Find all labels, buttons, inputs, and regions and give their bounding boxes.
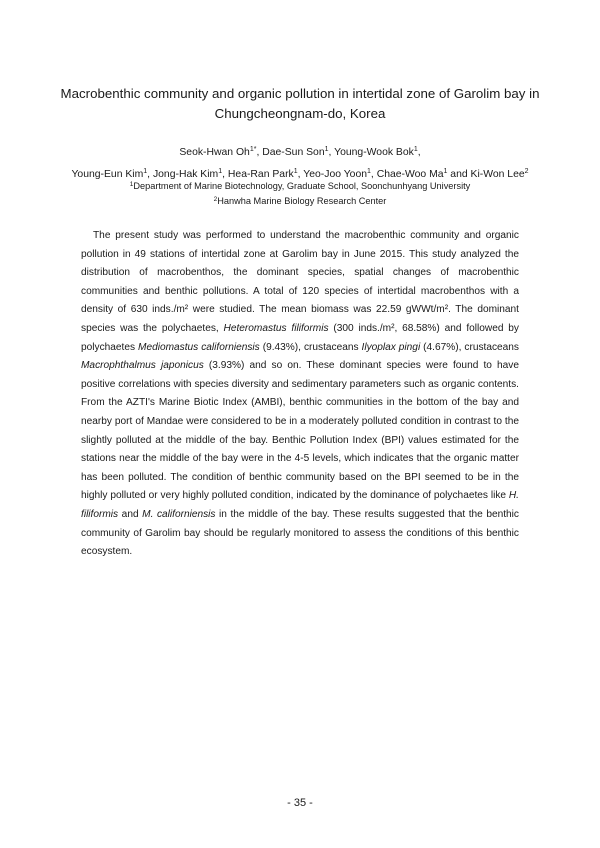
author-affiliation-marker: 1	[143, 168, 148, 175]
affiliation-text: Hanwha Marine Biology Research Center	[217, 196, 387, 206]
affiliation-text: Department of Marine Biotechnology, Graduate School, Soonchunhyang University	[133, 181, 471, 191]
author-name: Chae-Woo Ma	[376, 169, 444, 180]
author-name: Jong-Hak Kim	[152, 169, 219, 180]
abstract-body	[81, 227, 519, 562]
abstract-text: (3.93%) and so on. These dominant species were found to have positive correlations with species diversity and sedimentary parameters such as organic contents. From the AZTI's Marine Biotic Index (AMBI), benthic communities in the bottom of the bay and nearby port of Mandae were considered to be in a moderately polluted condition in contrast to the slightly polluted at the middle of the bay. Benthic Pollution Index (BPI) values estimated for the stations near the middle of the bay were in the 4-5 levels, which indicates that the organic matter has been polluted. The condition of benthic community based on the BPI seemed to be in the highly polluted or very highly polluted condition, indicated by the dominance of polychaetes like	[81, 360, 519, 502]
author-affiliation-marker: 1	[443, 168, 448, 175]
species-name: M. californiensis	[142, 508, 216, 520]
species-name: H. filiformis	[81, 490, 519, 520]
species-name: Macrophthalmus japonicus	[81, 360, 204, 372]
author-line-2: Young-Eun Kim$^1$, Jong-Hak Kim$^1$, Hea-Ran Park$^1$, Yeo-Joo Yoon$^1$, Chae-Woo Ma$^1$ and Ki-Won Lee$^2$	[71, 168, 529, 180]
abstract-text: (9.43%), crustaceans	[259, 341, 362, 353]
abstract-text: in the middle of the bay. These results suggested that the benthic community of Garolim bay should be regularly monitored to assess the conditions of this benthic ecosystem.	[81, 508, 519, 558]
author-affiliation-marker: 2	[524, 168, 529, 175]
author-affiliation-marker: 1*	[249, 146, 257, 153]
author-name: Ki-Won Lee	[470, 169, 525, 180]
author-name: Hea-Ran Park	[227, 169, 294, 180]
author-affiliation-marker: 1	[293, 168, 298, 175]
author-line-1: Seok-Hwan $Oh^{1*}$, Dae-Sun Son$^1$, Young-Wook Bok$^1$,	[179, 146, 421, 158]
abstract-text: (300 inds./m², 68.58%) and followed by polychaetes	[81, 322, 519, 353]
paper-title: Macrobenthic community and organic pollution in intertidal zone of Garolim bay in Chungcheongnam-do, Korea	[60, 86, 540, 121]
author-name: Dae-Sun Son	[262, 147, 325, 158]
affiliation-marker: 1	[129, 181, 134, 188]
author-list	[40, 140, 560, 184]
abstract-text: and	[118, 508, 143, 520]
affiliation-1	[40, 179, 560, 192]
affiliation-2	[40, 194, 560, 207]
author-affiliation-marker: 1	[324, 146, 329, 153]
author-name: Yeo-Joo Yoon	[303, 169, 368, 180]
abstract-text: (4.67%), crustaceans	[420, 341, 519, 353]
species-name: Ilyoplax pingi	[361, 341, 421, 353]
author-affiliation-marker: 1	[218, 168, 223, 175]
author-name: Young-Eun Kim	[71, 169, 144, 180]
author-affiliation-marker: 1	[367, 168, 371, 175]
abstract-text: The present study was performed to understand the macrobenthic community and organic pollution in 49 stations of intertidal zone at Garolim bay in June 2015. This study analyzed the distribution of macrobenthos, the dominant species, spatial changes of macrobenthic communities and benthic pollutions. A total of 120 species of intertidal macrobenthos with a density of 630 inds./m² were studied. The mean biomass was 22.59 gWWt/m². The dominant species was the polychaetes,	[81, 230, 519, 334]
author-affiliation-marker: 1	[413, 146, 418, 153]
author-name: Young-Wook Bok	[334, 147, 414, 158]
species-name: Mediomastus californiensis	[138, 341, 260, 353]
species-name: Heteromastus filiformis	[223, 322, 329, 334]
affiliation-marker: 2	[213, 196, 218, 203]
author-name: Seok-Hwan Oh	[179, 147, 250, 158]
page-number: - 35 -	[287, 797, 313, 809]
